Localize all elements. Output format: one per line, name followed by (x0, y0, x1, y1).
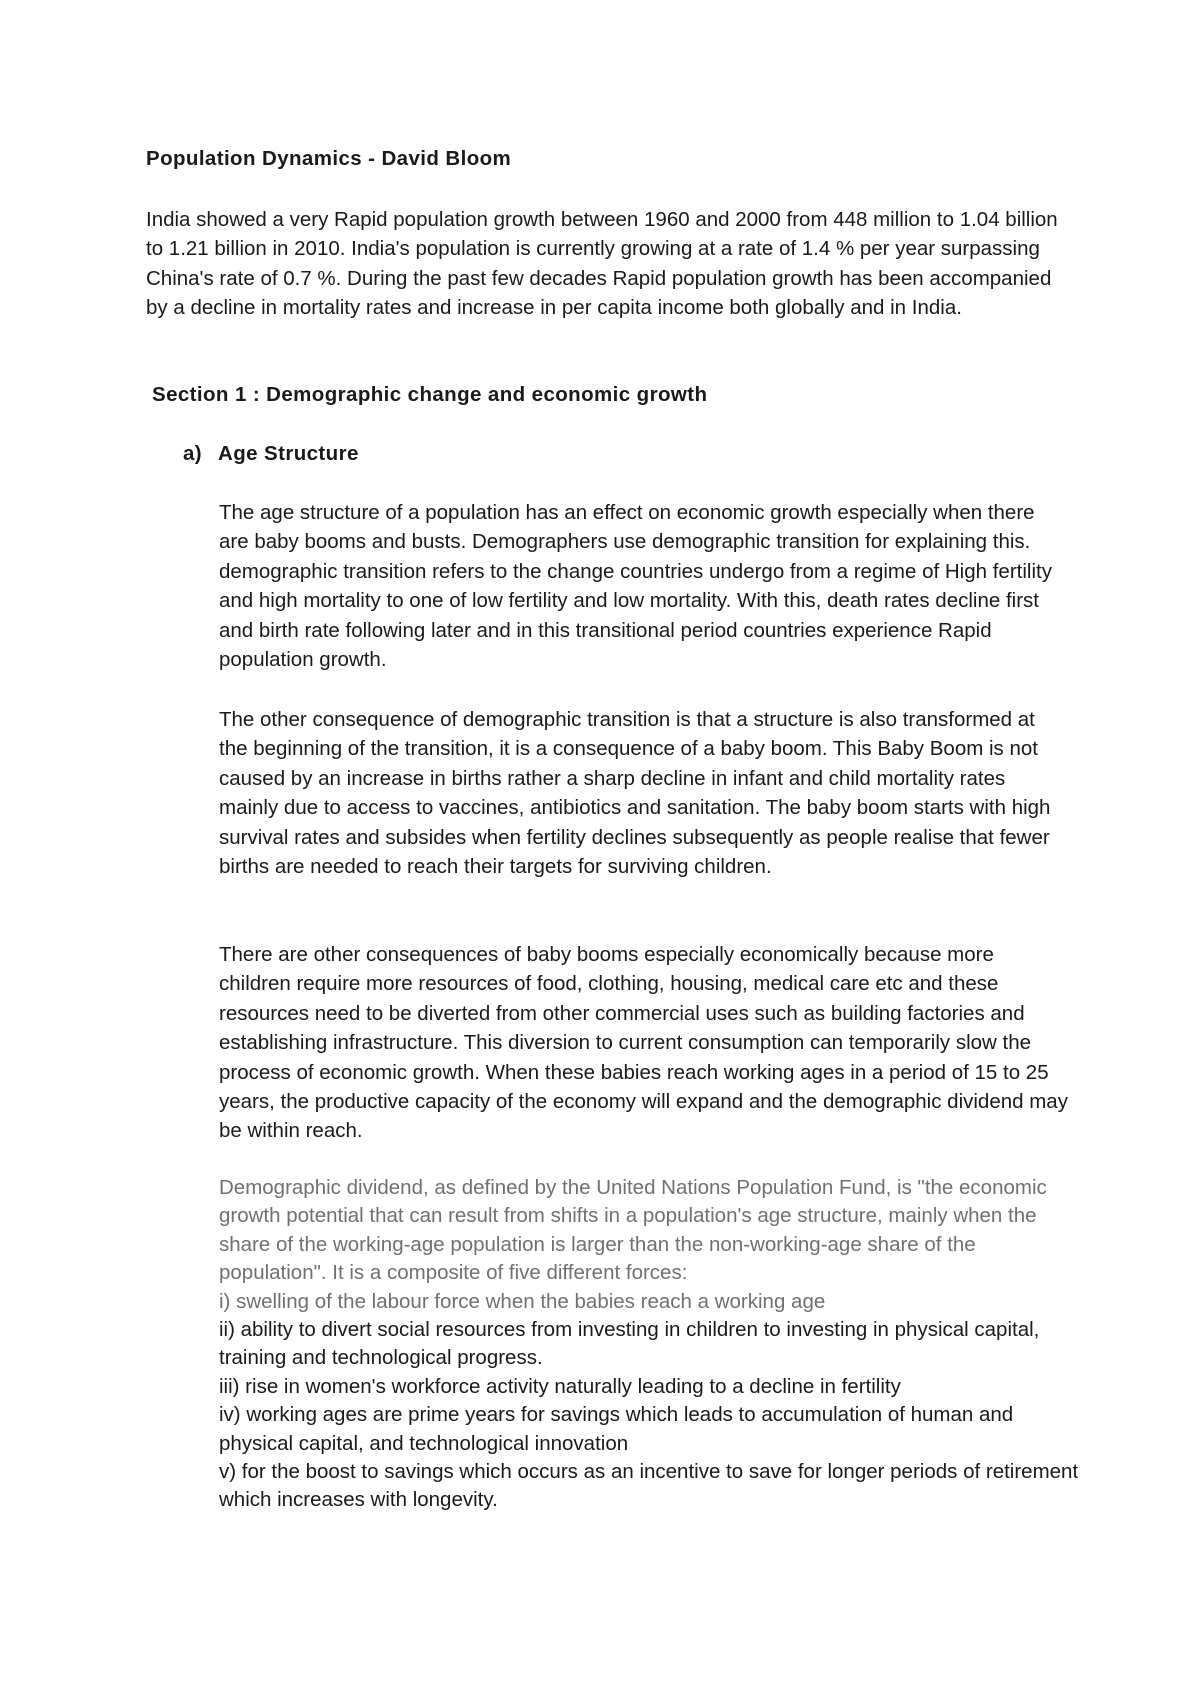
subsection-marker: a) (183, 442, 203, 465)
force-list-item: iv) working ages are prime years for savings which leads to accumulation of human and physical capital, and technological innovation (219, 1403, 1014, 1455)
body-paragraph: There are other consequences of baby booms especially economically because more children require more resources of food, clothing, housing, medical care etc and these resources need to be diverted from other commercial uses such as building factories and establishing infrastructure. This diversion to current consumption can temporarily slow the process of economic growth. When these babies reach working ages in a period of 15 to 25 years, the productive capacity of the economy will expand and the demographic dividend may be within reach. (219, 943, 1068, 1143)
force-list-item: ii) ability to divert social resources from investing in children to investing in physical capital, training and technological progress. (219, 1318, 1040, 1370)
force-list-item: i) swelling of the labour force when the babies reach a working age (219, 1289, 826, 1313)
subsection-heading (183, 441, 359, 467)
subsection-title: Age Structure (218, 442, 359, 465)
intro-paragraph: India showed a very Rapid population growth between 1960 and 2000 from 448 million to 1.04 billion to 1.21 billion in 2010. India's population is currently growing at a rate of 1.4 % per year surpassing China's rate of 0.7 %. During the past few decades Rapid population growth has been accompanied by a decline in mortality rates and increase in per capita income both globally and in India. (146, 208, 1058, 320)
body-paragraph: The age structure of a population has an effect on economic growth especially when there are baby booms and busts. Demographers use demographic transition for explaining this. demographic transition refers to the change countries undergo from a regime of High fertility and high mortality to one of low fertility and low mortality. With this, death rates decline first and birth rate following later and in this transitional period countries experience Rapid population growth. (219, 501, 1052, 672)
body-paragraph: The other consequence of demographic transition is that a structure is also transformed at the beginning of the transition, it is a consequence of a baby boom. This Baby Boom is not caused by an increase in births rather a sharp decline in infant and child mortality rates mainly due to access to vaccines, antibiotics and sanitation. The baby boom starts with high survival rates and subsides when fertility declines subsequently as people realise that fewer births are needed to reach their targets for surviving children. (219, 708, 1051, 879)
dividend-definition-block (219, 1174, 1079, 1515)
force-list-item: v) for the boost to savings which occurs as an incentive to save for longer periods of retirement which increases with longevity. (219, 1460, 1079, 1512)
force-list-item: iii) rise in women's workforce activity naturally leading to a decline in fertility (219, 1374, 901, 1398)
section-heading: Section 1 : Demographic change and economic growth (152, 383, 708, 406)
document-title: Population Dynamics - David Bloom (146, 147, 512, 170)
dividend-definition-text: Demographic dividend, as defined by the United Nations Population Fund, is "the economic growth potential that can result from shifts in a population's age structure, mainly when the share of the working-age population is larger than the non-working-age share of the population". It is a composite of five different forces: (219, 1176, 1047, 1285)
